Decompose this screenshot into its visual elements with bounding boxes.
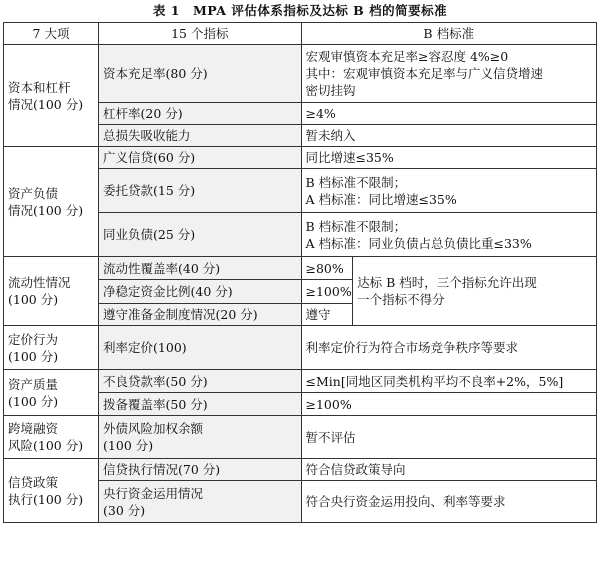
category-cell: 信贷政策 执行(100 分) bbox=[4, 459, 99, 523]
standard-cell: 暂未纳入 bbox=[301, 125, 597, 147]
indicator-cell: 净稳定资金比例(40 分) bbox=[99, 280, 301, 304]
indicator-cell: 利率定价(100) bbox=[99, 326, 301, 370]
category-cell: 资本和杠杆 情况(100 分) bbox=[4, 45, 99, 147]
indicator-cell: 资本充足率(80 分) bbox=[99, 45, 301, 103]
standard-cell: 同比增速≤35% bbox=[301, 147, 597, 169]
standard-cell: 符合信贷政策导向 bbox=[301, 459, 597, 481]
indicator-cell: 广义信贷(60 分) bbox=[99, 147, 301, 169]
indicator-cell: 杠杆率(20 分) bbox=[99, 103, 301, 125]
table-row bbox=[4, 257, 597, 280]
table-row bbox=[4, 45, 597, 103]
standard-cell: B 档标准不限制； A 档标准：同比增速≤35% bbox=[301, 169, 597, 213]
indicator-cell: 流动性覆盖率(40 分) bbox=[99, 257, 301, 280]
indicator-cell: 总损失吸收能力 bbox=[99, 125, 301, 147]
category-cell: 资产质量 (100 分) bbox=[4, 370, 99, 416]
standard-cell: ≤Min[同地区同类机构平均不良率+2%，5%] bbox=[301, 370, 597, 393]
indicator-cell: 拨备覆盖率(50 分) bbox=[99, 393, 301, 416]
category-cell: 流动性情况 (100 分) bbox=[4, 257, 99, 326]
mpa-standards-table bbox=[3, 22, 597, 523]
table-caption: 表 1 MPA 评估体系指标及达标 B 档的简要标准 bbox=[152, 3, 448, 18]
standard-cell: ≥100% bbox=[301, 280, 353, 304]
standard-cell: 暂不评估 bbox=[301, 416, 597, 459]
standard-cell: ≥80% bbox=[301, 257, 353, 280]
indicator-cell: 同业负债(25 分) bbox=[99, 213, 301, 257]
standard-cell: ≥4% bbox=[301, 103, 597, 125]
standard-cell: B 档标准不限制； A 档标准：同业负债占总负债比重≤33% bbox=[301, 213, 597, 257]
liquidity-note-cell: 达标 B 档时，三个指标允许出现 一个指标不得分 bbox=[353, 257, 597, 326]
header-category: 7 大项 bbox=[4, 23, 99, 45]
category-cell: 定价行为 (100 分) bbox=[4, 326, 99, 370]
indicator-cell: 外债风险加权余额 (100 分) bbox=[99, 416, 301, 459]
category-cell: 跨境融资 风险(100 分) bbox=[4, 416, 99, 459]
standard-cell: 利率定价行为符合市场竞争秩序等要求 bbox=[301, 326, 597, 370]
standard-cell: 符合央行资金运用投向、利率等要求 bbox=[301, 481, 597, 523]
indicator-cell: 遵守准备金制度情况(20 分) bbox=[99, 304, 301, 326]
indicator-cell: 不良贷款率(50 分) bbox=[99, 370, 301, 393]
table-row bbox=[4, 459, 597, 481]
indicator-cell: 央行资金运用情况 (30 分) bbox=[99, 481, 301, 523]
table-row bbox=[4, 416, 597, 459]
standard-cell: 遵守 bbox=[301, 304, 353, 326]
category-cell: 资产负债 情况(100 分) bbox=[4, 147, 99, 257]
table-row bbox=[4, 370, 597, 393]
standard-cell: 宏观审慎资本充足率≥容忍度 4%≥0 其中：宏观审慎资本充足率与广义信贷增速 密切挂钩 bbox=[301, 45, 597, 103]
header-standard: B 档标准 bbox=[301, 23, 597, 45]
indicator-cell: 信贷执行情况(70 分) bbox=[99, 459, 301, 481]
table-row bbox=[4, 147, 597, 169]
standard-cell: ≥100% bbox=[301, 393, 597, 416]
header-indicator: 15 个指标 bbox=[99, 23, 301, 45]
table-row bbox=[4, 326, 597, 370]
indicator-cell: 委托贷款(15 分) bbox=[99, 169, 301, 213]
header-row bbox=[4, 23, 597, 45]
